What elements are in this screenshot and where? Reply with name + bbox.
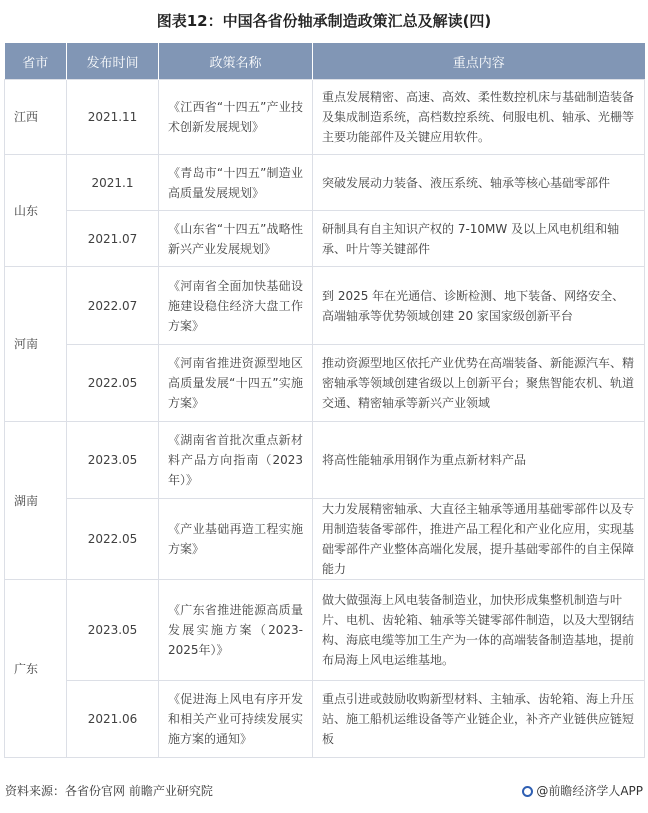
content-cell: 到 2025 年在光通信、诊断检测、地下装备、网络安全、高端轴承等优势领域创建 20 家国家级创新平台 — [313, 267, 645, 345]
content-cell: 推动资源型地区依托产业优势在高端装备、新能源汽车、精密轴承等领域创建省级以上创新平台；聚焦智能农机、轨道交通、精密轴承等新兴产业领域 — [313, 345, 645, 422]
table-row — [5, 681, 645, 758]
qianzhan-logo-icon — [522, 786, 533, 797]
time-cell: 2021.1 — [67, 155, 159, 211]
table-row — [5, 499, 645, 580]
time-cell: 2021.06 — [67, 681, 159, 758]
table-row — [5, 155, 645, 211]
content-cell: 研制具有自主知识产权的 7-10MW 及以上风电机组和轴承、叶片等关键部件 — [313, 211, 645, 267]
table-row — [5, 267, 645, 345]
table-row — [5, 580, 645, 681]
policy-name-cell: 《促进海上风电有序开发和相关产业可持续发展实施方案的通知》 — [159, 681, 313, 758]
province-cell: 湖南 — [5, 422, 67, 580]
policy-name-cell: 《产业基础再造工程实施方案》 — [159, 499, 313, 580]
province-cell: 河南 — [5, 267, 67, 422]
table-row — [5, 345, 645, 422]
content-cell: 重点引进或鼓励收购新型材料、主轴承、齿轮箱、海上升压站、施工船机运维设备等产业链企业，补齐产业链供应链短板 — [313, 681, 645, 758]
header-policy-name: 政策名称 — [159, 43, 313, 80]
content-cell: 大力发展精密轴承、大直径主轴承等通用基础零部件以及专用制造装备零部件，推进产品工程化和产业化应用，实现基础零部件产业整体高端化发展，提升基础零部件的自主保障能力 — [313, 499, 645, 580]
province-cell: 广东 — [5, 580, 67, 758]
content-cell: 将高性能轴承用钢作为重点新材料产品 — [313, 422, 645, 499]
header-time: 发布时间 — [67, 43, 159, 80]
content-cell: 重点发展精密、高速、高效、柔性数控机床与基础制造装备及集成制造系统，高档数控系统、伺服电机、轴承、光栅等主要功能部件及关键应用软件。 — [313, 80, 645, 155]
time-cell: 2023.05 — [67, 422, 159, 499]
time-cell: 2022.05 — [67, 499, 159, 580]
time-cell: 2021.11 — [67, 80, 159, 155]
policy-name-cell: 《河南省推进资源型地区高质量发展“十四五”实施方案》 — [159, 345, 313, 422]
policy-name-cell: 《山东省“十四五”战略性新兴产业发展规划》 — [159, 211, 313, 267]
table-row — [5, 80, 645, 155]
brand-text: @前瞻经济学人APP — [536, 784, 643, 798]
table-row — [5, 422, 645, 499]
table-row — [5, 211, 645, 267]
policy-name-cell: 《河南省全面加快基础设施建设稳住经济大盘工作方案》 — [159, 267, 313, 345]
footer — [5, 782, 643, 802]
header-key-content: 重点内容 — [313, 43, 645, 80]
time-cell: 2021.07 — [67, 211, 159, 267]
policy-name-cell: 《江西省“十四五”产业技术创新发展规划》 — [159, 80, 313, 155]
policy-name-cell: 《广东省推进能源高质量发展实施方案（2023-2025年）》 — [159, 580, 313, 681]
policy-table — [4, 43, 645, 758]
figure-title: 图表12：中国各省份轴承制造政策汇总及解读(四) — [156, 12, 492, 30]
province-cell: 江西 — [5, 80, 67, 155]
time-cell: 2022.07 — [67, 267, 159, 345]
time-cell: 2023.05 — [67, 580, 159, 681]
source-note: 资料来源：各省份官网 前瞻产业研究院 — [5, 784, 213, 798]
brand-credit — [522, 782, 643, 799]
content-cell: 做大做强海上风电装备制造业，加快形成集整机制造与叶片、电机、齿轮箱、轴承等关键零部件制造，以及大型钢结构、海底电缆等加工生产为一体的高端装备制造基地，提前布局海上风电运维基地。 — [313, 580, 645, 681]
content-cell: 突破发展动力装备、液压系统、轴承等核心基础零部件 — [313, 155, 645, 211]
table-header-row — [5, 43, 645, 80]
province-cell: 山东 — [5, 155, 67, 267]
time-cell: 2022.05 — [67, 345, 159, 422]
header-province: 省市 — [5, 43, 67, 80]
policy-name-cell: 《青岛市“十四五”制造业高质量发展规划》 — [159, 155, 313, 211]
policy-name-cell: 《湖南省首批次重点新材料产品方向指南（2023年）》 — [159, 422, 313, 499]
